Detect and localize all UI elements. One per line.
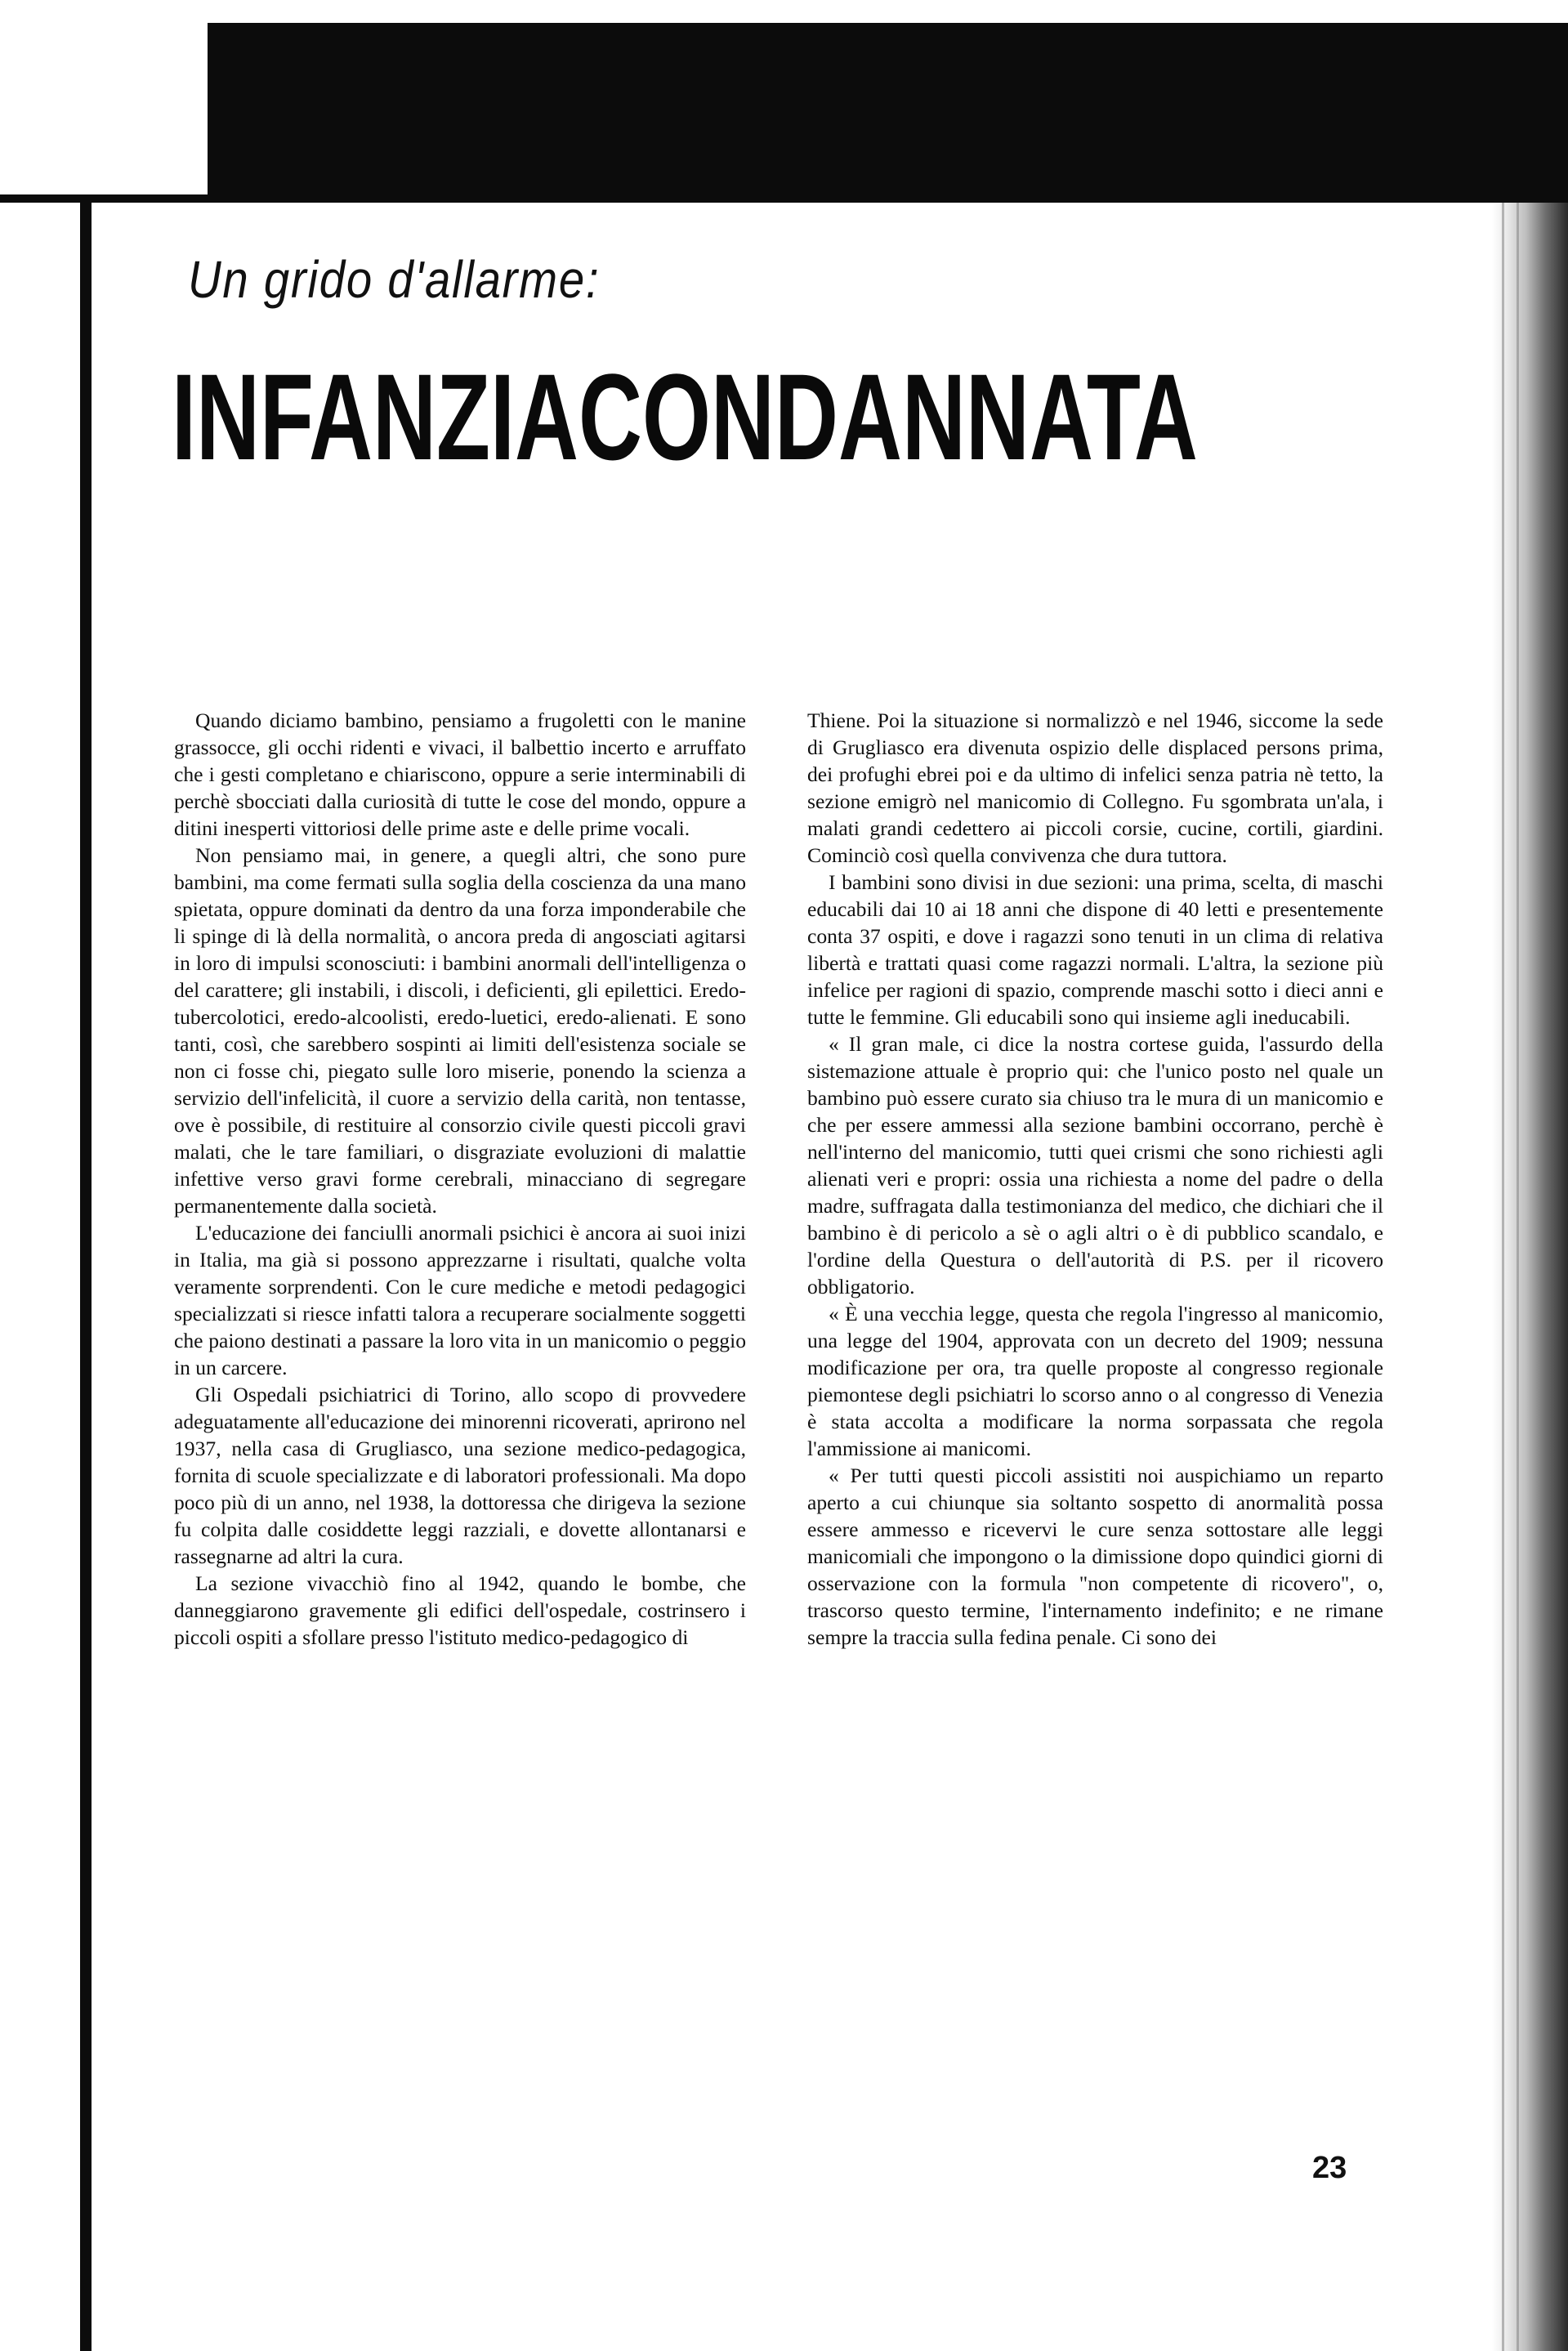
- text-column-right: [807, 707, 1383, 1651]
- article-kicker: Un grido d'allarme:: [188, 250, 601, 309]
- paragraph: Thiene. Poi la situazione si normalizzò e nel 1946, siccome la sede di Grugliasco era divenuta ospizio delle displaced persons prima, dei profughi ebrei poi e da ultimo di infelici senza patria nè tetto, la sezione emigrò nel manicomio di Collegno. Fu sgombrata un'ala, i malati grandi cedettero ai piccoli corsie, cucine, cortili, giardini. Cominciò così quella convivenza che dura tuttora.: [807, 708, 1383, 867]
- paragraph: La sezione vivacchiò fino al 1942, quando le bombe, che danneggiarono gravemente gli edifici dell'ospedale, costrinsero i piccoli ospiti a sfollare presso l'istituto medico-pedagogico di: [174, 1571, 746, 1649]
- left-margin-rule: [80, 194, 92, 2351]
- paragraph: L'educazione dei fanciulli anormali psichici è ancora ai suoi inizi in Italia, ma già si possono apprezzarne i risultati, qualche volta veramente sorprendenti. Con le cure mediche e metodi pedagogici specializzati si riesce infatti talora a recuperare socialmente soggetti che paiono destinati a passare la loro vita in un manicomio o peggio in un carcere.: [174, 1221, 746, 1379]
- top-black-band: [208, 23, 1568, 198]
- paragraph: « È una vecchia legge, questa che regola l'ingresso al manicomio, una legge del 1904, approvata con un decreto del 1909; nessuna modificazione per ora, tra quelle proposte al congresso regionale piemontese degli psichiatri lo scorso anno o al congresso di Venezia è stata accolta a modificare la norma sorpassata che regola l'ammissione ai manicomi.: [807, 1302, 1383, 1460]
- paragraph: « Per tutti questi piccoli assistiti noi auspichiamo un reparto aperto a cui chiunque sia soltanto sospetto di anormalità possa essere ammesso e ricevervi le cure senza sottostare alle leggi manicomiali che impongono o la dimissione dopo quindici giorni di osservazione con la formula "non competente di ricovero", o, trascorso questo termine, l'internamento indefinito; e ne rimane sempre la traccia sulla fedina penale. Ci sono dei: [807, 1464, 1383, 1649]
- text-column-left: [174, 707, 746, 1651]
- paragraph: Gli Ospedali psichiatrici di Torino, allo scopo di provvedere adeguatamente all'educazione dei minorenni ricoverati, aprirono nel 1937, nella casa di Grugliasco, una sezione medico-pedagogica, fornita di scuole specializzate e di laboratori professionali. Ma dopo poco più di un anno, nel 1938, la dottoressa che dirigeva la sezione fu colpita dalle cosiddette leggi razziali, e dovette allontanarsi e rassegnarne ad altri la cura.: [174, 1383, 746, 1568]
- page-edge-line: [1517, 203, 1519, 2351]
- paragraph: « Il gran male, ci dice la nostra cortese guida, l'assurdo della sistemazione attuale è proprio qui: che l'unico posto nel quale un bambino può essere curato sia chiuso tra le mura di un manicomio e che per essere ammessi alla sezione bambini occorrano, perchè è nell'interno del manicomio, tutti quei crismi che sono richiesti agli alienati veri e propri: ossia una richiesta a nome del padre o della madre, suffragata dalla testimonianza del medico, che dichiari che il bambino è di pericolo a sè o agli altri o è di pubblico scandalo, e l'ordine della Questura o dell'autorità di P.S. per il ricovero obbligatorio.: [807, 1032, 1383, 1298]
- paragraph: Non pensiamo mai, in genere, a quegli altri, che sono pure bambini, ma come fermati sulla soglia della coscienza da una mano spietata, oppure dominati da dentro da una forza imponderabile che li spinge di là della normalità, o ancora preda di angosciati agitarsi in loro di impulsi sconosciuti: i bambini anormali dell'intelligenza o del carattere; gli instabili, i discoli, i deficienti, gli epilettici. Eredo-tubercolotici, eredo-alcoolisti, eredo-luetici, eredo-alienati. E sono tanti, così, che sarebbero sospinti ai limiti dell'esistenza sociale se non ci fosse chi, piegato sulle loro miserie, ponendo la scienza a servizio dell'infelicità, il cuore a servizio della carità, non tentasse, ove è possibile, di restituire al consorzio civile questi piccoli gravi malati, che le tare familiari, o disgraziate evoluzioni di malattie infettive verso gravi forme cerebrali, minacciano di segregare permanentemente dalla società.: [174, 843, 746, 1218]
- paragraph: Quando diciamo bambino, pensiamo a frugoletti con le manine grassocce, gli occhi ridenti e vivaci, il balbettio incerto e arruffato che i gesti completano e chiariscono, oppure a serie interminabili di perchè sbocciati dalla curiosità di tutte le cose del mondo, oppure a ditini inesperti vittoriosi delle prime aste e delle prime vocali.: [174, 708, 746, 840]
- page-number: 23: [1312, 2151, 1347, 2185]
- paragraph: I bambini sono divisi in due sezioni: una prima, scelta, di maschi educabili dai 10 ai 18 anni che dispone di 40 letti e presentemente conta 37 ospiti, e dove i ragazzi sono tenuti in un clima di relativa libertà e trattati quasi come ragazzi normali. L'altra, la sezione più infelice per ragioni di spazio, comprende maschi sotto i dieci anni e tutte le femmine. Gli educabili sono qui insieme agli ineducabili.: [807, 870, 1383, 1029]
- article-headline: [172, 348, 1198, 485]
- headline-word: CONDANNATA: [578, 348, 1198, 485]
- page-edge-line: [1502, 203, 1504, 2351]
- headline-word: INFANZIA: [172, 348, 579, 485]
- top-rule: [0, 194, 1568, 203]
